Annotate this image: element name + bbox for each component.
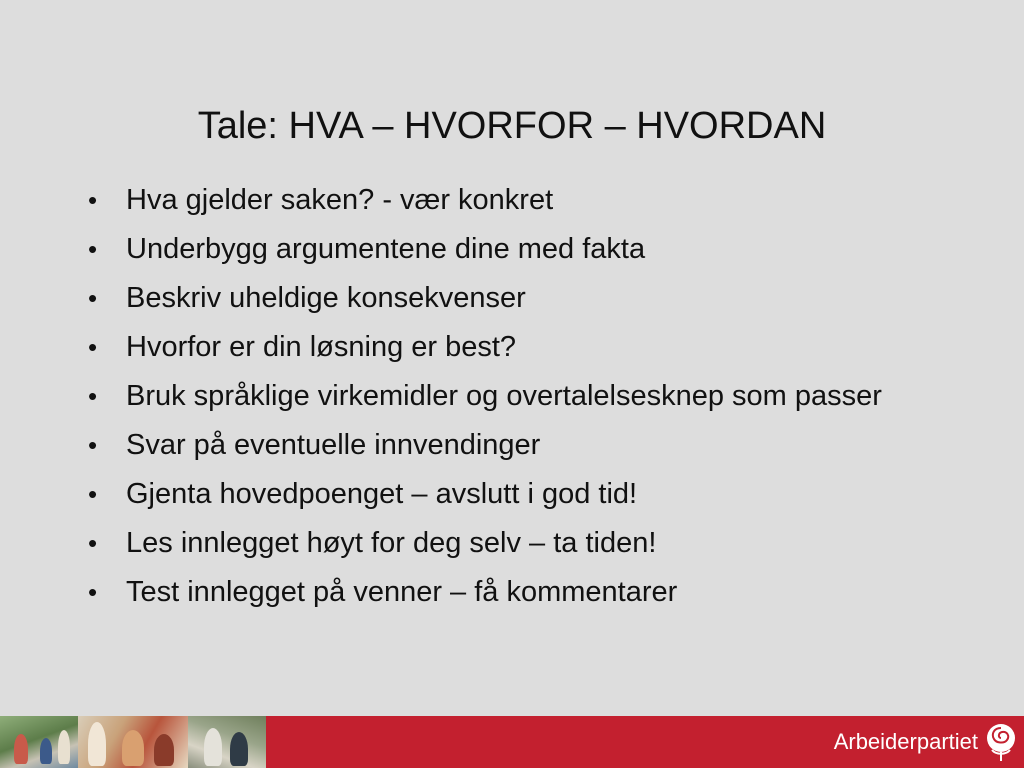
child-figure	[154, 734, 174, 766]
bullet-marker: •	[88, 283, 98, 313]
bullet-item	[88, 523, 938, 563]
slide-title: Tale: HVA – HVORFOR – HVORDAN	[197, 105, 827, 147]
people-outdoor-photo	[188, 716, 266, 768]
bullet-marker: •	[88, 479, 98, 509]
photo-strip	[0, 716, 266, 768]
adult-figure	[88, 722, 106, 766]
bullet-item	[88, 278, 938, 318]
bullet-text: Les innlegget høyt for deg selv – ta tiden!	[126, 527, 657, 559]
bullet-text: Gjenta hovedpoenget – avslutt i god tid!	[126, 478, 638, 510]
bullet-item	[88, 572, 938, 612]
bullet-text: Beskriv uheldige konsekvenser	[126, 282, 526, 314]
child-figure	[58, 730, 70, 764]
brand-name: Arbeiderpartiet	[833, 729, 978, 754]
bullet-text: Test innlegget på venner – få kommentarer	[126, 576, 678, 608]
bullet-item	[88, 327, 938, 367]
bullet-item	[88, 474, 938, 514]
children-park-photo	[0, 716, 78, 768]
bullet-item	[88, 376, 938, 416]
bullet-text: Underbygg argumentene dine med fakta	[126, 233, 646, 265]
bullet-marker: •	[88, 234, 98, 264]
bullet-item	[88, 180, 938, 220]
bullet-text: Bruk språklige virkemidler og overtalelsesknep som passer	[126, 380, 882, 412]
footer-bar	[0, 716, 1024, 768]
bullet-marker: •	[88, 577, 98, 607]
bullet-item	[88, 229, 938, 269]
child-figure	[122, 730, 144, 766]
rose-logo-icon	[984, 722, 1018, 762]
bullet-item	[88, 425, 938, 465]
person-figure	[204, 728, 222, 766]
bullet-marker: •	[88, 332, 98, 362]
bullet-marker: •	[88, 528, 98, 558]
children-playground-photo	[78, 716, 188, 768]
bullet-text: Svar på eventuelle innvendinger	[126, 429, 541, 461]
child-figure	[40, 738, 52, 764]
bullet-marker: •	[88, 185, 98, 215]
bullet-list	[88, 180, 938, 621]
bullet-marker: •	[88, 430, 98, 460]
bullet-marker: •	[88, 381, 98, 411]
child-figure	[14, 734, 28, 764]
bullet-text: Hvorfor er din løsning er best?	[126, 331, 517, 363]
person-figure	[230, 732, 248, 766]
bullet-text: Hva gjelder saken? - vær konkret	[126, 184, 554, 216]
